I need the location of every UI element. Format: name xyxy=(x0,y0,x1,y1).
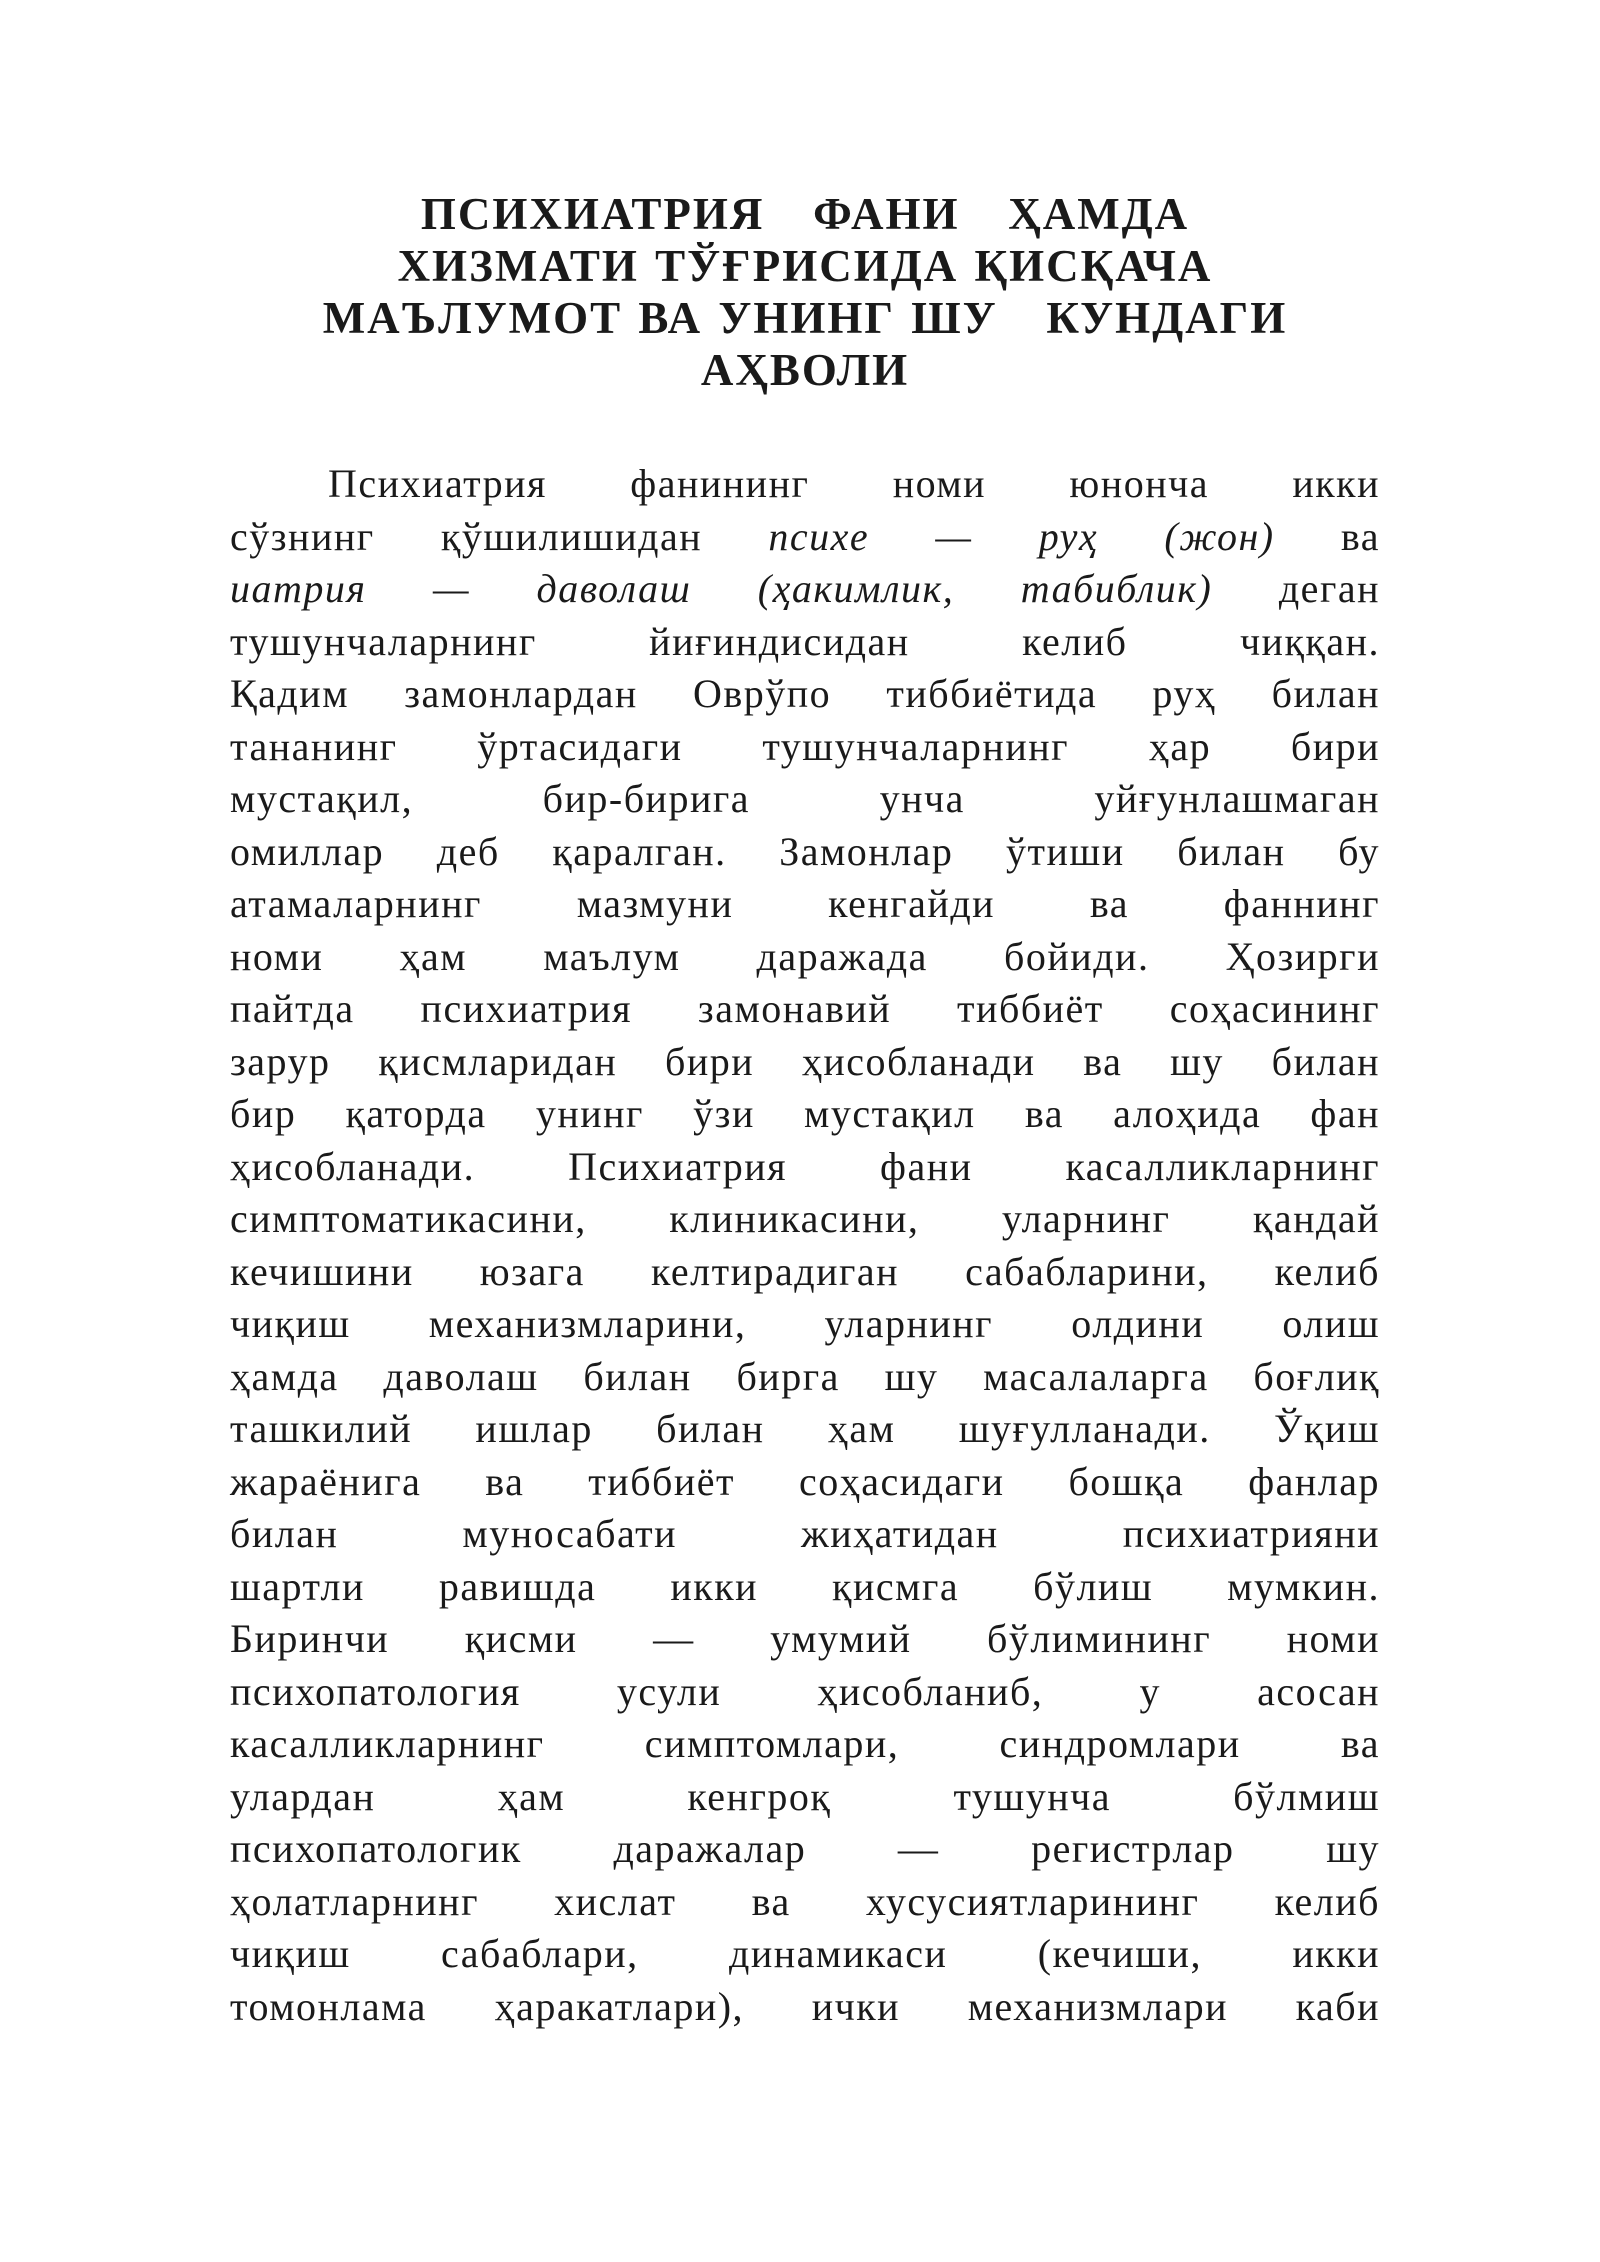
title-line: МАЪЛУМОТ ВА УНИНГ ШУ КУНДАГИ xyxy=(322,293,1288,343)
text-line xyxy=(230,511,1380,564)
text-segment: деган xyxy=(1212,566,1381,611)
text-line: чиқиш сабаблари, динамикаси (кечиши, икки xyxy=(230,1931,1380,1976)
text-line: ҳисобланади. Психиатрия фани касалликларнинг xyxy=(230,1143,1380,1189)
text-segment: сўзнинг қўшилишидан xyxy=(230,513,769,559)
document-title xyxy=(230,188,1380,396)
title-line: ПСИХИАТРИЯ ФАНИ ҲАМДА xyxy=(420,189,1190,239)
text-line: чиқиш механизмларини, уларнинг олдини олиш xyxy=(230,1301,1380,1346)
text-line: Биринчи қисми — умумий бўлимининг номи xyxy=(230,1616,1380,1661)
italic-term: иатрия — даволаш (ҳакимлик, табиблик) xyxy=(230,566,1213,611)
text-line: жараёнига ва тиббиёт соҳасидаги бошқа фанлар xyxy=(230,1458,1380,1504)
text-line: мустақил, бир-бирига унча уйғунлашмаган xyxy=(230,776,1380,821)
text-line: ҳамда даволаш билан бирга шу масалаларга боғлиқ xyxy=(230,1353,1380,1399)
text-line: касалликларнинг симптомлари, синдромлари ва xyxy=(230,1721,1380,1766)
text-segment: ва xyxy=(1274,513,1380,559)
text-line: пайтда психиатрия замонавий тиббиёт соҳасининг xyxy=(230,986,1380,1031)
body-paragraph xyxy=(230,458,1380,2033)
text-line: психопатология усули ҳисобланиб, у асосан xyxy=(230,1668,1380,1714)
text-line: ҳолатларнинг хислат ва хусусиятларининг келиб xyxy=(230,1878,1380,1924)
text-line: зарур қисмларидан бири ҳисобланади ва шу билан xyxy=(230,1038,1380,1084)
text-line: атамаларнинг мазмуни кенгайди ва фаннинг xyxy=(230,881,1380,926)
text-line: бир қаторда унинг ўзи мустақил ва алоҳида фан xyxy=(230,1091,1380,1136)
italic-term: психе — руҳ (жон) xyxy=(768,513,1275,559)
text-line: тушунчаларнинг йиғиндисидан келиб чиққан. xyxy=(230,618,1380,664)
text-line: психопатологик даражалар — регистрлар шу xyxy=(230,1826,1380,1871)
text-line: шартли равишда икки қисмга бўлиш мумкин. xyxy=(230,1563,1380,1609)
text-line xyxy=(230,563,1380,616)
text-line: улардан ҳам кенгроқ тушунча бўлмиш xyxy=(230,1773,1380,1819)
text-line: Психиатрия фанининг номи юнонча икки xyxy=(328,461,1380,506)
text-line: томонлама ҳаракатлари), ички механизмлари каби xyxy=(230,1983,1380,2029)
title-line: ХИЗМАТИ ТЎҒРИСИДА ҚИСҚАЧА xyxy=(397,241,1213,291)
text-line: симптоматикасини, клиникасини, уларнинг қандай xyxy=(230,1196,1380,1241)
text-line: тананинг ўртасидаги тушунчаларнинг ҳар бири xyxy=(230,723,1380,769)
text-line: номи ҳам маълум даражада бойиди. Ҳозирги xyxy=(230,933,1380,979)
title-line: АҲВОЛИ xyxy=(700,345,910,395)
text-line: ташкилий ишлар билан ҳам шуғулланади. Ўқиш xyxy=(230,1406,1380,1451)
text-line: Қадим замонлардан Оврўпо тиббиётида руҳ билан xyxy=(230,671,1380,716)
text-line: билан муносабати жиҳатидан психиатрияни xyxy=(230,1511,1380,1556)
text-line: омиллар деб қаралган. Замонлар ўтиши билан бу xyxy=(230,828,1380,874)
text-line: кечишини юзага келтирадиган сабабларини, келиб xyxy=(230,1248,1380,1294)
